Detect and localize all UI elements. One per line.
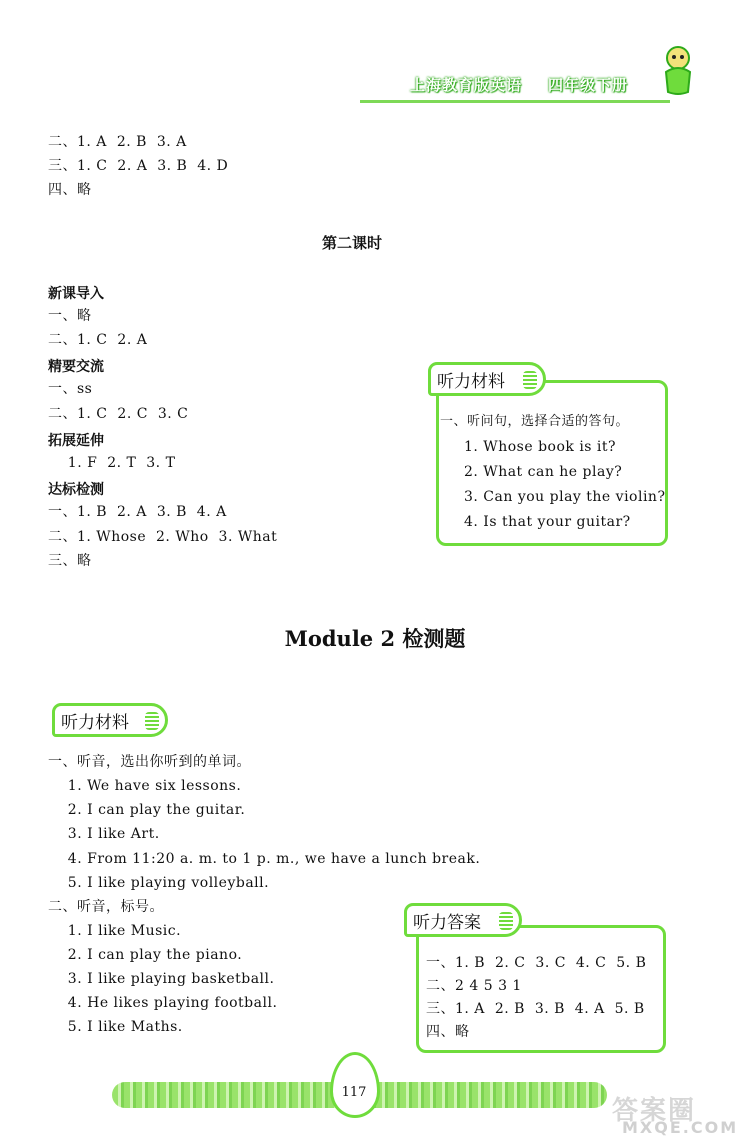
mascot-icon <box>656 42 700 98</box>
answer-line: 三、1. A 2. B 3. B 4. A 5. B <box>426 1001 645 1017</box>
listening-item: 4. He likes playing football. <box>48 995 278 1011</box>
listening-material-tag <box>428 362 546 396</box>
header-rule <box>360 100 670 103</box>
listening-answer-tag <box>404 903 522 937</box>
section-heading: 新课导入 <box>48 286 104 302</box>
stripe-icon <box>145 712 159 730</box>
answer-line: 三、略 <box>48 553 92 569</box>
question-heading: 一、听音，选出你听到的单词。 <box>48 754 251 770</box>
answer-line: 二、2 4 5 3 1 <box>426 978 522 994</box>
box-item: 1. Whose book is it? <box>464 439 617 455</box>
stripe-icon <box>499 912 513 930</box>
answer-line: 一、1. B 2. C 3. C 4. C 5. B <box>426 955 647 971</box>
box-item: 2. What can he play? <box>464 464 623 480</box>
module-title: Module 2 检测题 <box>284 626 466 651</box>
tag-label: 听力答案 <box>413 913 481 933</box>
listening-item: 1. I like Music. <box>48 923 182 939</box>
listening-item: 4. From 11:20 a. m. to 1 p. m., we have a lunch break. <box>48 851 481 867</box>
box-title: 一、听问句，选择合适的答句。 <box>440 414 630 429</box>
answer-line: 二、1. C 2. A <box>48 332 148 348</box>
listening-item: 3. I like Art. <box>48 826 160 842</box>
header-title-left: 上海教育版英语 <box>410 76 523 94</box>
listening-item: 5. I like Maths. <box>48 1019 183 1035</box>
tag-label: 听力材料 <box>437 372 505 392</box>
section-heading: 达标检测 <box>48 482 104 498</box>
answer-line: 一、ss <box>48 381 93 397</box>
answer-line: 二、1. Whose 2. Who 3. What <box>48 529 278 545</box>
question-heading: 二、听音，标号。 <box>48 899 164 915</box>
watermark-url: MXQE.COM <box>622 1118 739 1137</box>
answer-line: 二、1. C 2. C 3. C <box>48 406 189 422</box>
answer-line: 一、1. B 2. A 3. B 4. A <box>48 504 227 520</box>
box-item: 4. Is that your guitar? <box>464 514 631 530</box>
answer-line: 三、1. C 2. A 3. B 4. D <box>48 158 229 174</box>
watermark: 答案圈 <box>612 1096 697 1126</box>
answer-line: 一、略 <box>48 308 92 324</box>
header-title-right: 四年级下册 <box>548 76 629 94</box>
answer-line: 二、1. A 2. B 3. A <box>48 134 187 150</box>
header-title <box>410 74 628 95</box>
tag-label: 听力材料 <box>61 713 129 733</box>
section-heading: 拓展延伸 <box>48 433 104 449</box>
lesson-title: 第二课时 <box>321 234 382 252</box>
listening-item: 2. I can play the piano. <box>48 947 243 963</box>
answer-line: 四、略 <box>426 1024 470 1040</box>
listening-material-tag <box>52 703 168 737</box>
answer-line: 1. F 2. T 3. T <box>48 455 176 471</box>
listening-item: 1. We have six lessons. <box>48 778 242 794</box>
answer-line: 四、略 <box>48 182 92 198</box>
box-item: 3. Can you play the violin? <box>464 489 666 505</box>
stripe-icon <box>523 371 537 389</box>
listening-item: 2. I can play the guitar. <box>48 802 246 818</box>
page-number: 117 <box>341 1085 367 1100</box>
listening-item: 3. I like playing basketball. <box>48 971 275 987</box>
listening-item: 5. I like playing volleyball. <box>48 875 270 891</box>
section-heading: 精要交流 <box>48 359 104 375</box>
